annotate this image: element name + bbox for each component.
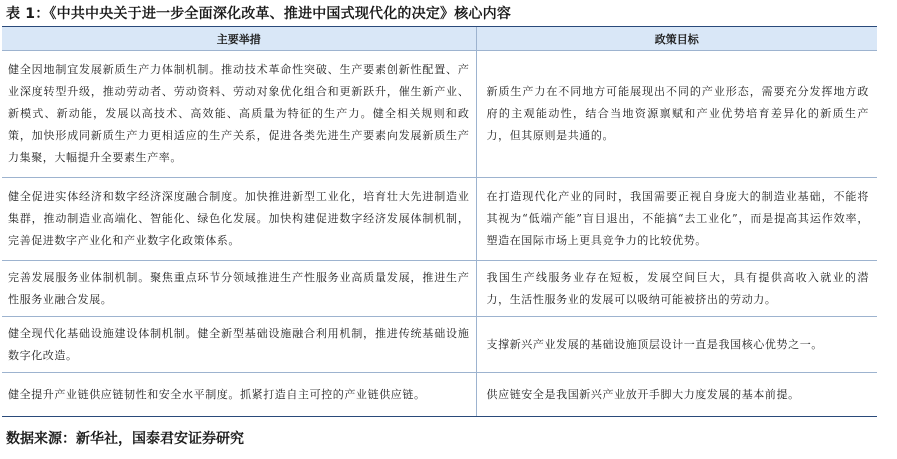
goal-cell: 新质生产力在不同地方可能展现出不同的产业形态，需要充分发挥地方政府的主观能动性，结合当地资源禀赋和产业优势培育差异化的新质生产力，但其原则是共通的。 bbox=[476, 51, 877, 178]
goal-cell: 我国生产线服务业存在短板，发展空间巨大，具有提供高收入就业的潜力，生活性服务业的发展可以吸纳可能被挤出的劳动力。 bbox=[476, 261, 877, 317]
measure-cell: 健全因地制宜发展新质生产力体制机制。推动技术革命性突破、生产要素创新性配置、产业深度转型升级，推动劳动者、劳动资料、劳动对象优化组合和更新跃升，催生新产业、新模式、新动能，发展以高技术、高效能、高质量为特征的生产力。健全相关规则和政策，加快形成同新质生产力更相适应的生产关系，促进各类先进生产要素向发展新质生产力集聚，大幅提升全要素生产率。 bbox=[2, 51, 476, 178]
measure-cell: 健全促进实体经济和数字经济深度融合制度。加快推进新型工业化，培育壮大先进制造业集群，推动制造业高端化、智能化、绿色化发展。加快构建促进数字经济发展体制机制，完善促进数字产业化和产业数字化政策体系。 bbox=[2, 178, 476, 261]
goal-cell: 支撑新兴产业发展的基础设施顶层设计一直是我国核心优势之一。 bbox=[476, 317, 877, 373]
table-row bbox=[2, 317, 877, 373]
goal-cell: 供应链安全是我国新兴产业放开手脚大力度发展的基本前提。 bbox=[476, 373, 877, 417]
measure-cell: 完善发展服务业体制机制。聚焦重点环节分领域推进生产性服务业高质量发展，推进生产性服务业融合发展。 bbox=[2, 261, 476, 317]
table-row bbox=[2, 178, 877, 261]
table-row bbox=[2, 51, 877, 178]
goal-cell: 在打造现代化产业的同时，我国需要正视自身庞大的制造业基础，不能将其视为“低端产能”盲目退出，不能搞“去工业化”，而是提高其运作效率，塑造在国际市场上更具竞争力的比较优势。 bbox=[476, 178, 877, 261]
table-row bbox=[2, 373, 877, 417]
header-policy-goals: 政策目标 bbox=[476, 27, 877, 51]
measure-cell: 健全提升产业链供应链韧性和安全水平制度。抓紧打造自主可控的产业链供应链。 bbox=[2, 373, 476, 417]
table-header-row bbox=[2, 27, 877, 51]
policy-table bbox=[2, 26, 877, 417]
table-row bbox=[2, 261, 877, 317]
header-measures: 主要举措 bbox=[2, 27, 476, 51]
table-title: 表 1：《中共中央关于进一步全面深化改革、推进中国式现代化的决定》核心内容 bbox=[6, 6, 512, 22]
measure-cell: 健全现代化基础设施建设体制机制。健全新型基础设施融合利用机制，推进传统基础设施数字化改造。 bbox=[2, 317, 476, 373]
data-source-note: 数据来源：新华社，国泰君安证券研究 bbox=[6, 431, 244, 447]
